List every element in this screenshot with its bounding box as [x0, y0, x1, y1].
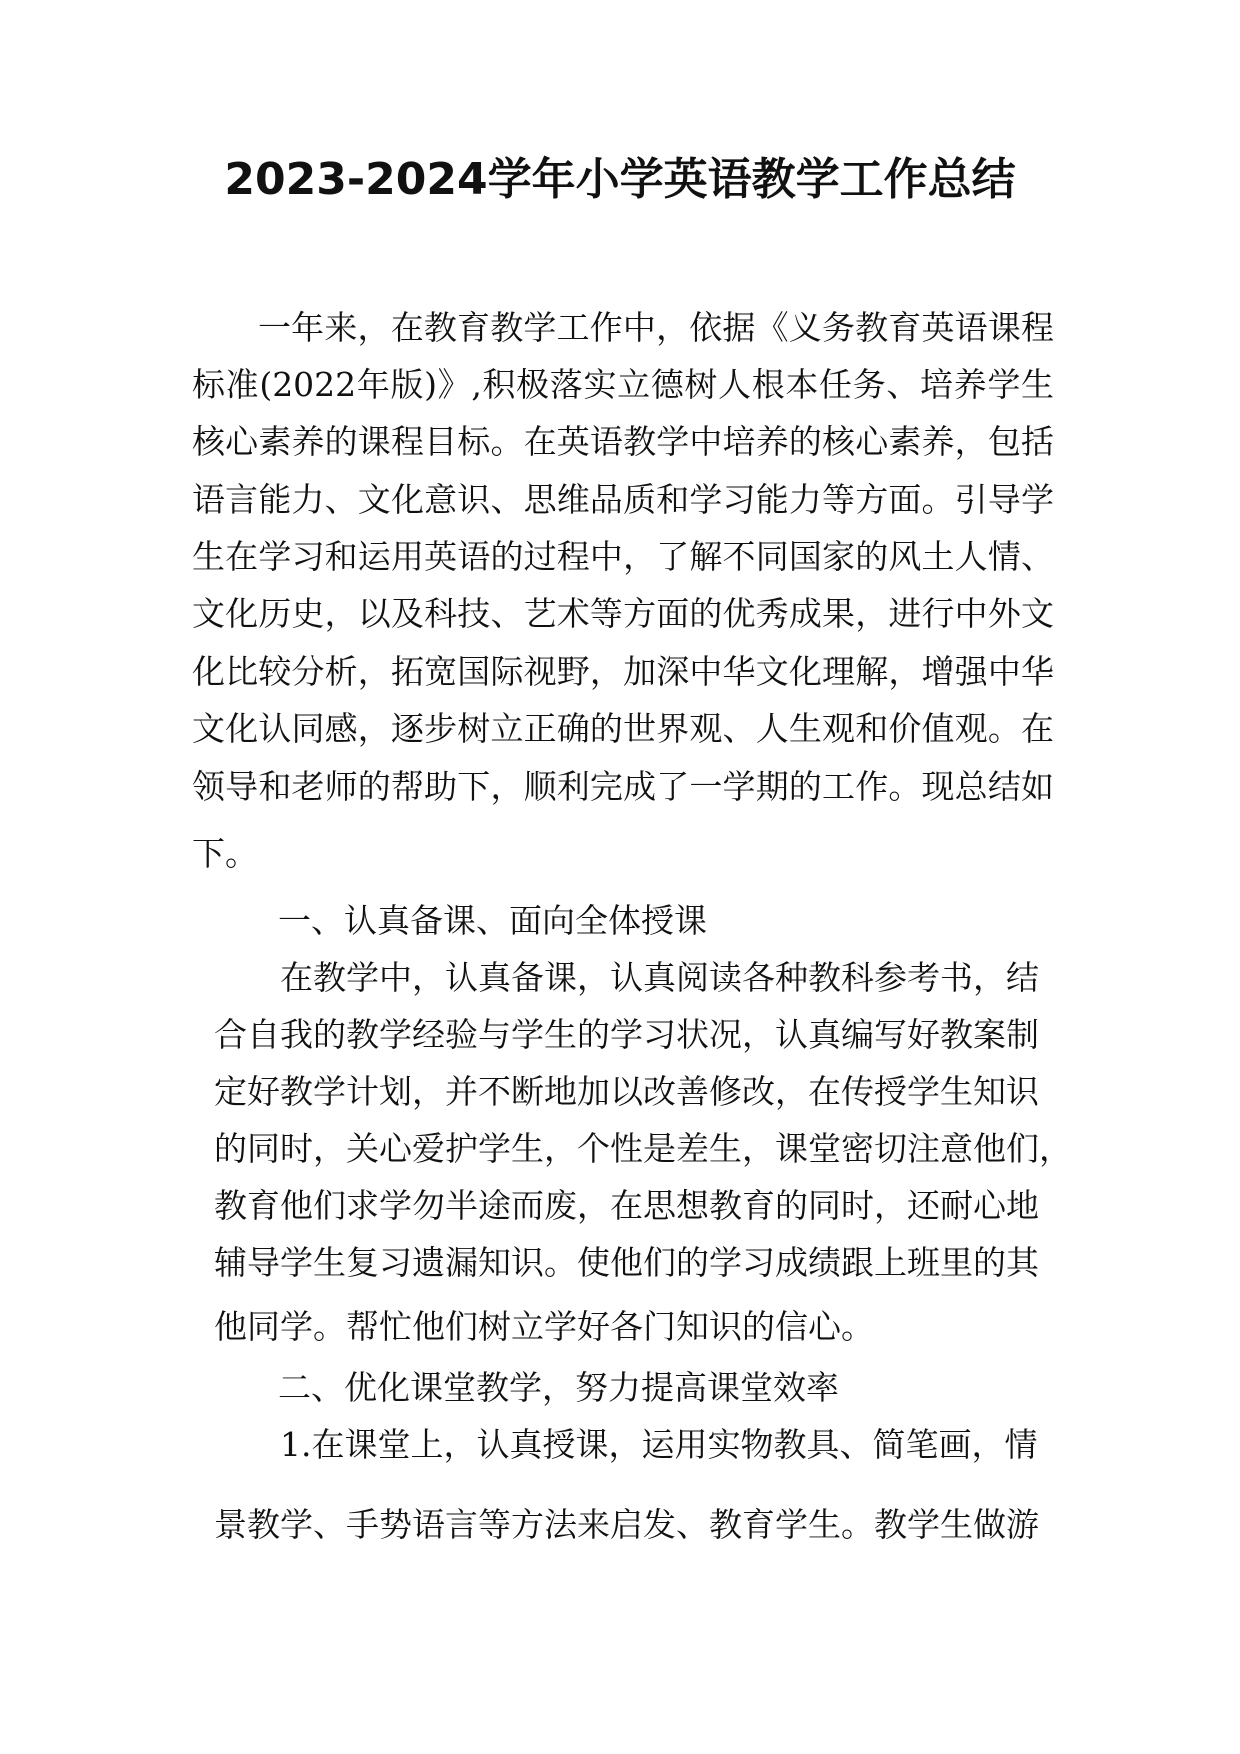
section1-line: 辅导学生复习遗漏知识。使他们的学习成绩跟上班里的其 [214, 1243, 1039, 1282]
intro-line: 语言能力、文化意识、思维品质和学习能力等方面。引导学 [192, 480, 1054, 519]
section-heading: 二、优化课堂教学，努力提高课堂效率 [278, 1368, 839, 1407]
intro-line: 化比较分析，拓宽国际视野，加深中华文化理解，增强中华 [192, 652, 1054, 691]
section1-line: 在教学中，认真备课，认真阅读各种教科参考书，结 [280, 958, 1039, 997]
section1-line: 定好教学计划，并不断地加以改善修改，在传授学生知识 [214, 1072, 1039, 1111]
intro-line: 核心素养的课程目标。在英语教学中培养的核心素养，包括 [192, 422, 1054, 461]
intro-line: 一年来，在教育教学工作中，依据《义务教育英语课程 [258, 308, 1054, 347]
section2-line: 1.在课堂上，认真授课，运用实物教具、简笔画，情 [280, 1425, 1038, 1464]
section1-line: 合自我的教学经验与学生的学习状况，认真编写好教案制 [214, 1015, 1039, 1054]
section2-line: 景教学、手势语言等方法来启发、教育学生。教学生做游 [214, 1505, 1039, 1544]
document-title: 2023-2024学年小学英语教学工作总结 [224, 154, 1016, 205]
intro-line: 生在学习和运用英语的过程中，了解不同国家的风土人情、 [192, 537, 1054, 576]
intro-line: 领导和老师的帮助下，顺利完成了一学期的工作。现总结如 [192, 767, 1054, 806]
section1-line: 教育他们求学勿半途而废，在思想教育的同时，还耐心地 [214, 1186, 1039, 1225]
intro-line: 标准(2022年版)》,积极落实立德树人根本任务、培养学生 [192, 365, 1054, 404]
section1-line: 他同学。帮忙他们树立学好各门知识的信心。 [214, 1307, 874, 1346]
section-heading: 一、认真备课、面向全体授课 [278, 901, 707, 940]
intro-line: 文化认同感，逐步树立正确的世界观、人生观和价值观。在 [192, 709, 1054, 748]
intro-line: 下。 [192, 834, 258, 873]
section1-line: 的同时，关心爱护学生，个性是差生，课堂密切注意他们， [214, 1129, 1072, 1168]
intro-line: 文化历史，以及科技、艺术等方面的优秀成果，进行中外文 [192, 594, 1054, 633]
